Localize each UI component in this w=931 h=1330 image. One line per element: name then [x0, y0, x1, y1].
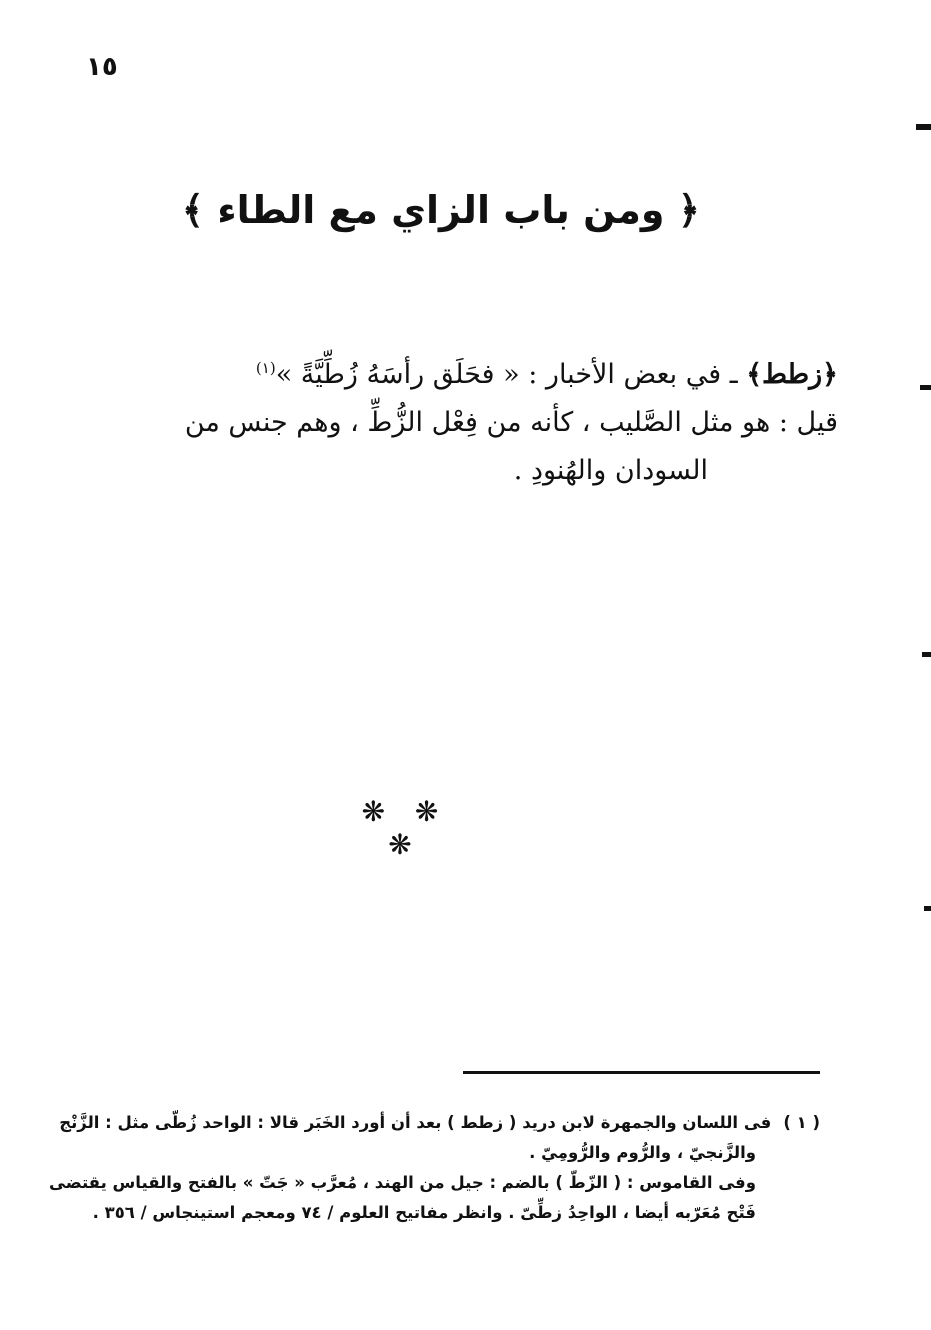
chapter-title: ﴿ ومن باب الزاي مع الطاء ﴾: [181, 188, 700, 232]
page-number: ١٥: [86, 52, 118, 82]
footnote-line-2: والزَّنجيّ ، والرُّوم والرُّومِيّ .: [529, 1143, 756, 1162]
scan-edge-mark: [916, 124, 931, 130]
footnote-divider: [463, 1071, 820, 1074]
footnotes: [49, 1108, 820, 1228]
scan-edge-mark: [920, 385, 931, 390]
footnote-line-1-text: فى اللسان والجمهرة لابن دريد ( زطط ) بعد أن أورد الخَبَر قالا : الواحد زُطّى مثل : الزَّنْج: [59, 1113, 772, 1132]
entry-headword: ﴿زطط﴾: [746, 359, 838, 390]
entry-line-3: السودان والهُنودِ .: [513, 455, 708, 486]
scan-edge-mark: [922, 652, 931, 657]
footnote-line-4: فَتْح مُعَرّبه أيضا ، الواحِدُ زطِّىّ . وانظر مفاتيح العلوم / ٧٤ ومعجم استينجاس / ٣٥٦ .: [92, 1203, 756, 1222]
footnote-number: ( ١ ): [783, 1113, 820, 1132]
section-separator: ❋ ❋ ❋: [361, 795, 449, 861]
dictionary-entry: [70, 344, 838, 495]
footnote-line-1: [60, 1108, 820, 1138]
entry-line-1: [70, 344, 838, 399]
entry-line-1-text: ـ في بعض الأخبار : « فحَلَق رأسَهُ زُطِّيَّةً »: [275, 359, 747, 390]
scan-edge-mark: [924, 906, 931, 911]
footnote-reference: (١): [255, 359, 276, 377]
entry-line-2: قيل : هو مثل الصَّليب ، كأنه من فِعْل الزُّطِّ ، وهم جنس من: [184, 407, 838, 438]
footnote-line-3: وفى القاموس : ( الزّطّ ) بالضم : جيل من الهند ، مُعرَّب « جَتّ » بالفتح والقياس يقتضى: [49, 1173, 756, 1192]
